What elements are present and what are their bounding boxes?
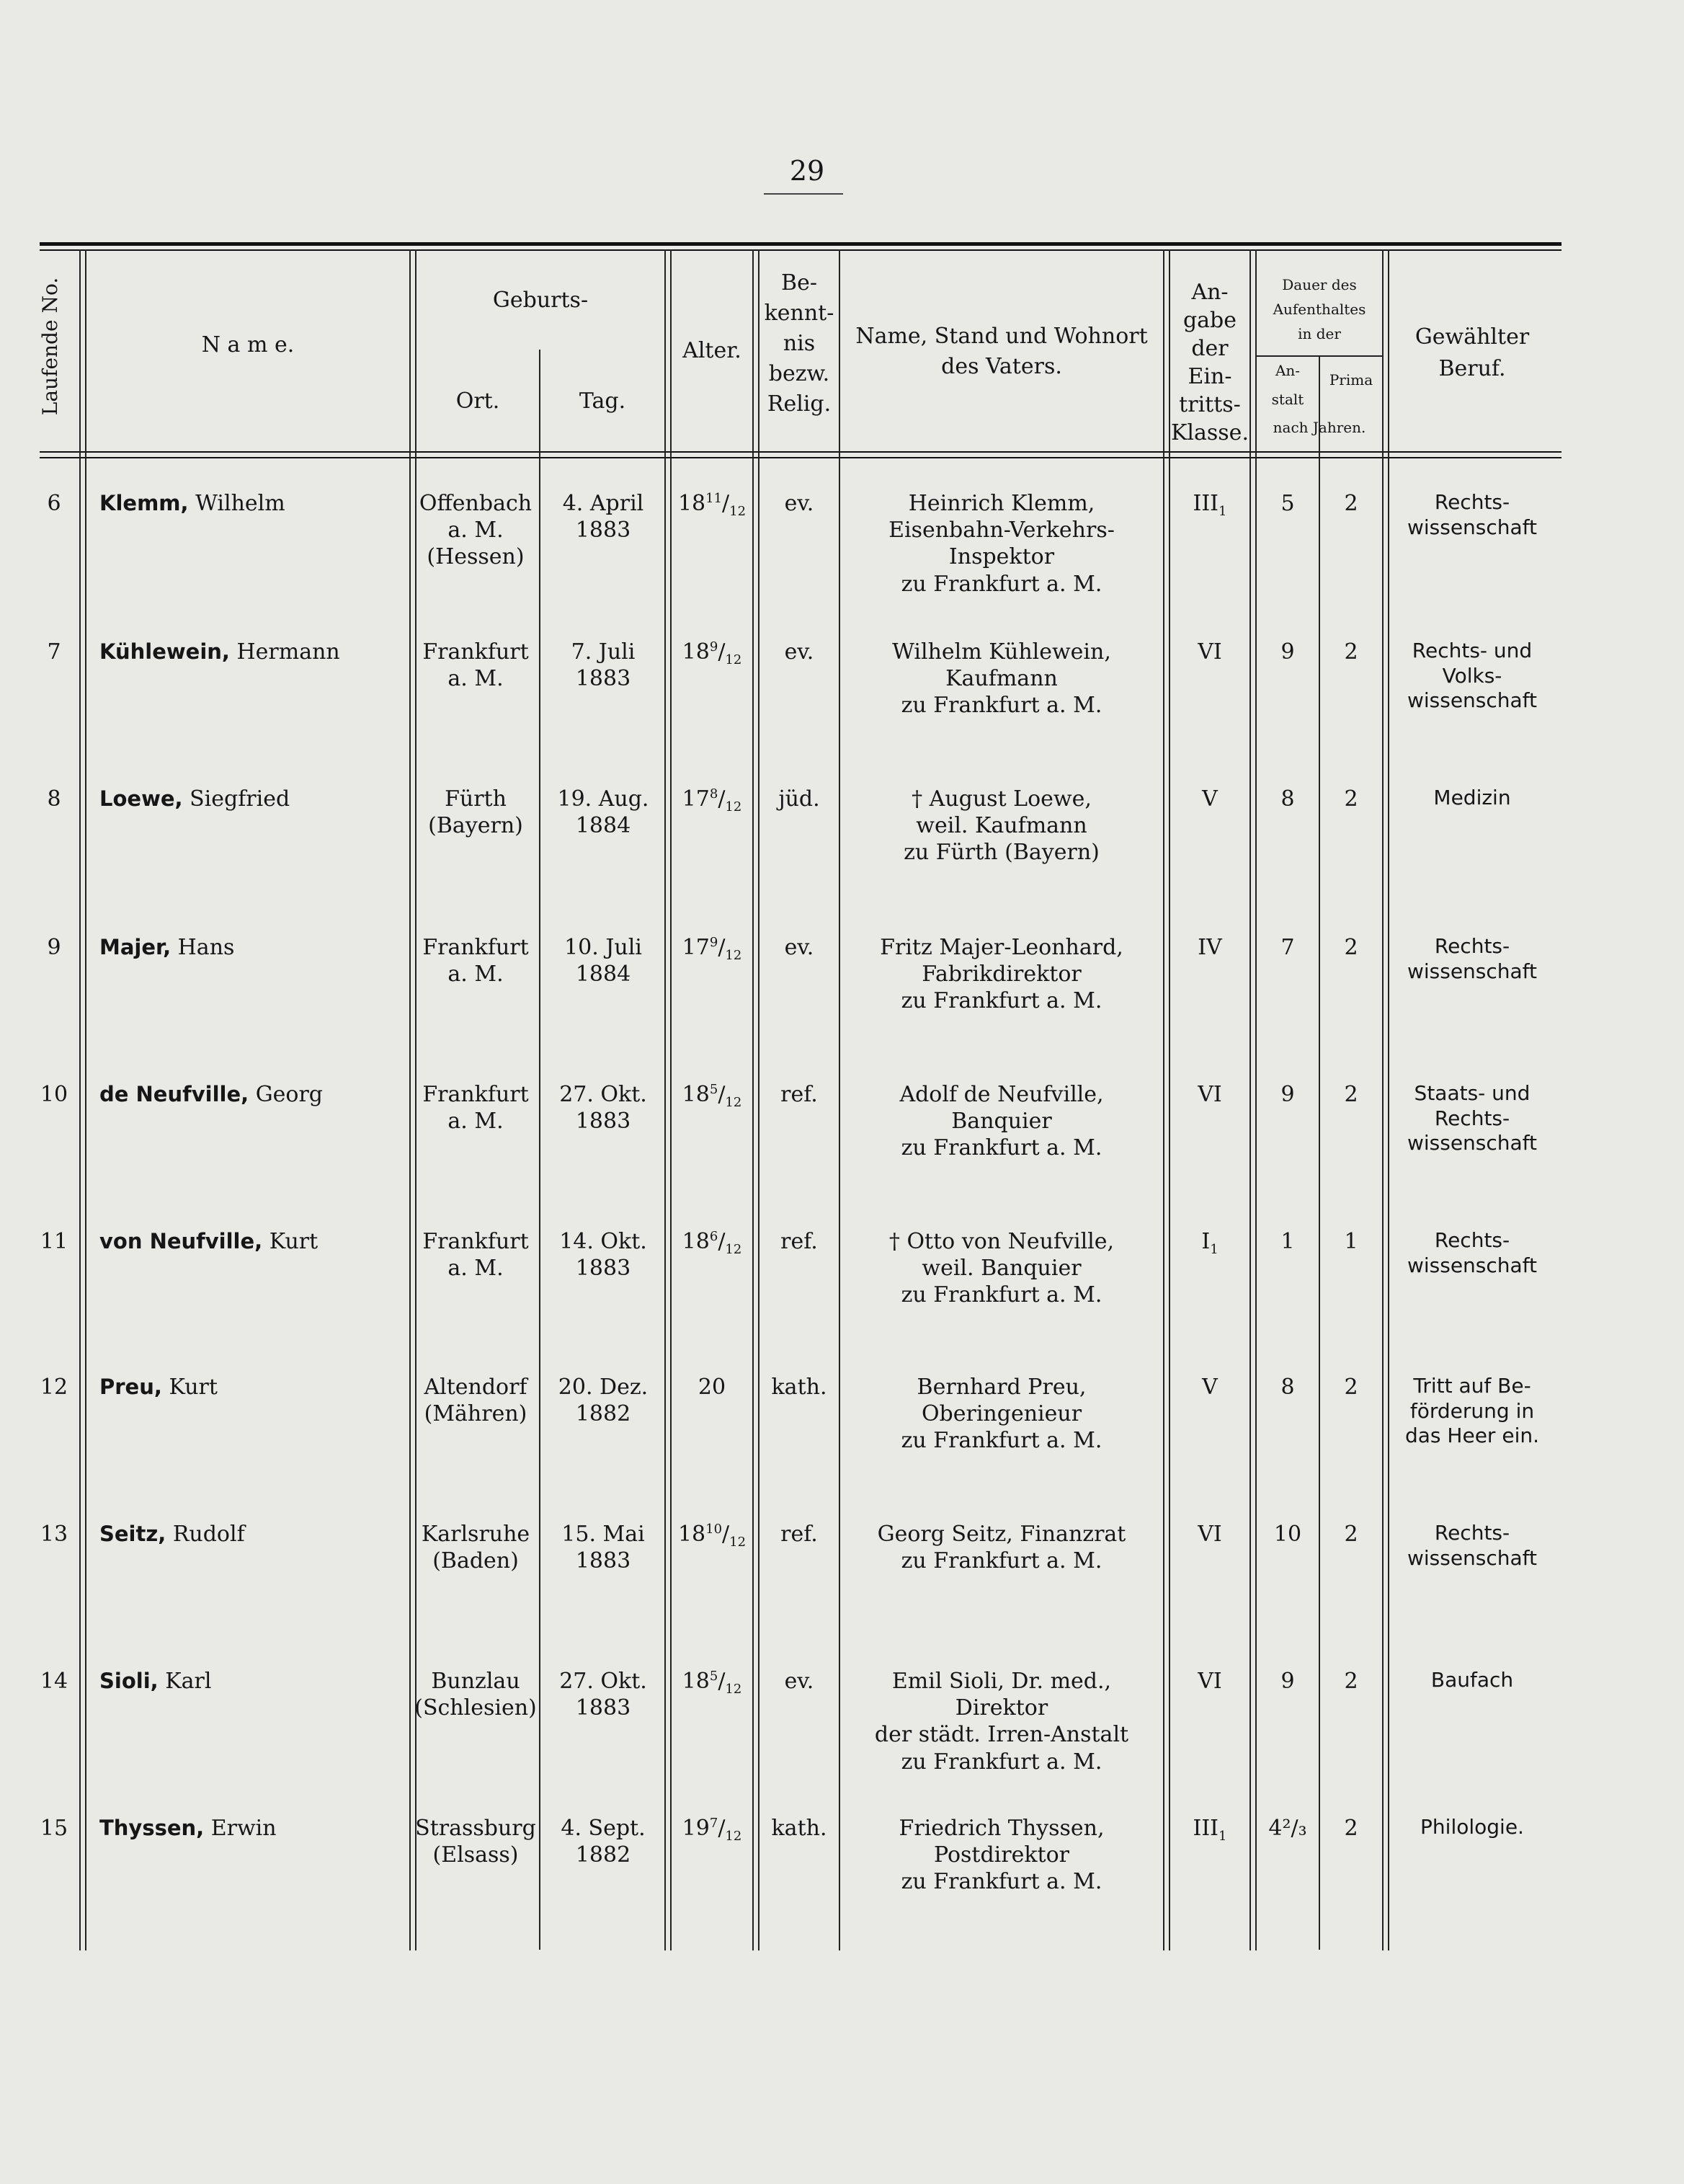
father-info: Emil Sioli, Dr. med., Direktor der städt. Irren-Anstalt zu Frankfurt a. M. — [874, 1669, 1129, 1775]
age-years: 18 — [677, 491, 706, 516]
entry-class — [1170, 490, 1249, 520]
chosen-profession: Medizin — [1433, 786, 1511, 809]
entry-class — [1170, 1521, 1249, 1548]
surname: Kühlewein, — [99, 639, 230, 664]
page-number: 29 — [789, 155, 825, 187]
age-months: 9 — [709, 935, 718, 950]
chosen-profession: Rechts- wissenschaft — [1407, 934, 1538, 983]
years-at-school: 8 — [1280, 1375, 1295, 1400]
entry-class-sub: 1 — [1219, 1829, 1227, 1844]
column-divider — [1319, 357, 1320, 1950]
years-at-school: 9 — [1280, 1669, 1295, 1694]
age-years: 20 — [698, 1375, 726, 1400]
top-rule-thin — [40, 249, 1562, 251]
age-years: 18 — [682, 1229, 710, 1254]
given-name: Siegfried — [190, 786, 290, 812]
birth-date: 15. Mai 1883 — [561, 1522, 645, 1574]
student-name — [99, 1521, 409, 1548]
age: $18^{10}/_{12}$ — [677, 1522, 747, 1550]
student-name — [99, 639, 409, 665]
page-number-rule — [764, 193, 843, 195]
age: $18^9/_{12}$ — [682, 639, 742, 667]
entry-class-value: VI — [1198, 1669, 1222, 1694]
birth-date: 4. April 1883 — [562, 491, 644, 543]
row-number: 15 — [40, 1816, 68, 1841]
religion: ev. — [784, 1669, 814, 1694]
years-in-prima: 2 — [1344, 1816, 1358, 1841]
years-at-school: 9 — [1280, 639, 1295, 665]
top-rule-thick — [40, 242, 1562, 246]
header-beruf: Gewählter Beruf. — [1415, 324, 1530, 381]
row-number: 9 — [47, 935, 61, 960]
student-name — [99, 490, 409, 517]
birth-place: Frankfurt a. M. — [422, 1082, 529, 1135]
age-years: 17 — [682, 935, 710, 960]
entry-class — [1170, 786, 1249, 812]
religion: ev. — [784, 935, 814, 960]
surname: Seitz, — [99, 1522, 166, 1546]
religion: ev. — [784, 639, 814, 665]
father-info: † August Loewe, weil. Kaufmann zu Fürth (Bayern) — [904, 786, 1100, 866]
years-in-prima: 2 — [1344, 1375, 1358, 1400]
entry-class-value: III — [1193, 1816, 1219, 1841]
row-number: 12 — [40, 1375, 68, 1400]
birth-place: Frankfurt a. M. — [422, 935, 529, 987]
header-ort: Ort. — [455, 389, 500, 414]
surname: von Neufville, — [99, 1229, 263, 1253]
row-number: 10 — [40, 1082, 68, 1107]
birth-place: Altendorf (Mähren) — [424, 1375, 527, 1427]
father-info: Georg Seitz, Finanzrat zu Frankfurt a. M. — [877, 1522, 1126, 1574]
given-name: Kurt — [269, 1229, 318, 1254]
birth-date: 27. Okt. 1883 — [559, 1669, 647, 1721]
chosen-profession: Philologie. — [1420, 1815, 1524, 1839]
header-religion: Be- kennt- nis bezw. Relig. — [764, 270, 834, 417]
header-geburts: Geburts- — [492, 288, 589, 313]
years-in-prima: 1 — [1344, 1229, 1358, 1254]
header-rule — [40, 451, 1562, 453]
religion: ref. — [780, 1522, 818, 1547]
chosen-profession: Tritt auf Be- förderung in das Heer ein. — [1405, 1374, 1539, 1448]
years-in-prima: 2 — [1344, 786, 1358, 812]
years-in-prima: 2 — [1344, 491, 1358, 516]
column-divider — [539, 350, 540, 1950]
age: $18^5/_{12}$ — [682, 1082, 742, 1110]
column-divider — [85, 249, 86, 1950]
entry-class-value: IV — [1198, 935, 1222, 960]
entry-class — [1170, 934, 1249, 961]
row-number: 7 — [47, 639, 61, 665]
father-info: Friedrich Thyssen, Postdirektor zu Frankfurt a. M. — [899, 1816, 1105, 1895]
years-at-school: 4²/₃ — [1268, 1816, 1307, 1841]
entry-class-value: VI — [1198, 1082, 1222, 1107]
years-at-school: 5 — [1280, 491, 1295, 516]
age-years: 18 — [682, 639, 710, 665]
age-denominator: 12 — [729, 1535, 747, 1550]
header-tag: Tag. — [579, 389, 626, 414]
age: $18^5/_{12}$ — [682, 1669, 742, 1697]
column-divider — [1163, 249, 1164, 1950]
father-info: Fritz Majer-Leonhard, Fabrikdirektor zu Frankfurt a. M. — [880, 935, 1123, 1014]
age-months: 9 — [709, 639, 718, 654]
student-name — [99, 1374, 409, 1400]
row-number: 11 — [40, 1229, 68, 1254]
age: $18^{11}/_{12}$ — [677, 491, 747, 519]
column-divider — [1249, 249, 1251, 1950]
student-name — [99, 1228, 409, 1255]
father-info: † Otto von Neufville, weil. Banquier zu Frankfurt a. M. — [888, 1229, 1115, 1308]
years-in-prima: 2 — [1344, 1082, 1358, 1107]
chosen-profession: Baufach — [1430, 1668, 1514, 1692]
years-at-school: 10 — [1273, 1522, 1302, 1547]
column-divider — [409, 249, 411, 1950]
entry-class-sub: 1 — [1210, 1242, 1219, 1257]
age-years: 19 — [682, 1816, 710, 1841]
header-anstalt: An- stalt — [1271, 362, 1304, 408]
chosen-profession: Rechts- und Volks- wissenschaft — [1407, 639, 1538, 713]
age-denominator: 12 — [725, 948, 742, 963]
religion: ref. — [780, 1082, 818, 1107]
given-name: Wilhelm — [195, 491, 285, 516]
header-nach-jahren: nach Jahren. — [1273, 419, 1366, 436]
surname: Loewe, — [99, 786, 183, 811]
age: $17^8/_{12}$ — [682, 786, 742, 814]
surname: Klemm, — [99, 491, 189, 515]
given-name: Rudolf — [172, 1522, 245, 1547]
header-prima: Prima — [1329, 371, 1373, 389]
entry-class — [1170, 1374, 1249, 1400]
given-name: Kurt — [169, 1375, 218, 1400]
student-name — [99, 934, 409, 961]
father-info: Bernhard Preu, Oberingenieur zu Frankfurt a. M. — [901, 1375, 1102, 1454]
header-name: N a m e. — [201, 332, 295, 358]
birth-place: Karlsruhe (Baden) — [421, 1522, 530, 1574]
surname: Thyssen, — [99, 1816, 205, 1840]
years-in-prima: 2 — [1344, 1669, 1358, 1694]
entry-class-value: V — [1202, 786, 1218, 812]
birth-date: 20. Dez. 1882 — [558, 1375, 649, 1427]
entry-class — [1170, 1668, 1249, 1695]
column-divider — [79, 249, 81, 1950]
student-name — [99, 1815, 409, 1842]
father-info: Heinrich Klemm, Eisenbahn-Verkehrs- Inspektor zu Frankfurt a. M. — [888, 491, 1115, 597]
entry-class-value: VI — [1198, 1522, 1222, 1547]
birth-date: 10. Juli 1884 — [564, 935, 642, 987]
religion: jüd. — [778, 786, 820, 812]
entry-class-sub: 1 — [1219, 504, 1227, 519]
birth-place: Offenbach a. M. (Hessen) — [419, 491, 533, 570]
given-name: Karl — [165, 1669, 212, 1694]
years-at-school: 8 — [1280, 786, 1295, 812]
age-months: 5 — [709, 1082, 718, 1097]
age-months: 6 — [709, 1229, 718, 1244]
birth-place: Fürth (Bayern) — [428, 786, 523, 839]
years-in-prima: 2 — [1344, 639, 1358, 665]
entry-class-value: I — [1201, 1229, 1211, 1254]
age-months: 5 — [709, 1669, 718, 1684]
header-klasse: An- gabe der Ein- tritts- Klasse. — [1171, 280, 1249, 445]
age-years: 17 — [682, 786, 710, 812]
birth-place: Bunzlau (Schlesien) — [414, 1669, 537, 1721]
header-vater: Name, Stand und Wohnort des Vaters. — [855, 324, 1148, 379]
birth-date: 7. Juli 1883 — [571, 639, 636, 692]
age-denominator: 12 — [725, 1829, 742, 1844]
surname: Sioli, — [99, 1669, 159, 1693]
surname: de Neufville, — [99, 1082, 249, 1106]
birth-date: 27. Okt. 1883 — [559, 1082, 647, 1135]
student-name — [99, 1081, 409, 1108]
surname: Majer, — [99, 935, 171, 959]
age: $17^9/_{12}$ — [682, 935, 742, 963]
father-info: Adolf de Neufville, Banquier zu Frankfurt a. M. — [899, 1082, 1104, 1161]
header-rule-double — [40, 457, 1562, 458]
entry-class — [1170, 1228, 1249, 1258]
birth-place: Frankfurt a. M. — [422, 639, 529, 692]
student-name — [99, 1668, 409, 1695]
years-in-prima: 2 — [1344, 1522, 1358, 1547]
age — [670, 1374, 754, 1400]
birth-date: 14. Okt. 1883 — [559, 1229, 647, 1282]
years-at-school: 1 — [1280, 1229, 1295, 1254]
given-name: Hermann — [236, 639, 340, 665]
religion: kath. — [771, 1375, 827, 1400]
birth-place: Frankfurt a. M. — [422, 1229, 529, 1282]
row-number: 13 — [40, 1522, 68, 1547]
years-in-prima: 2 — [1344, 935, 1358, 960]
chosen-profession: Staats- und Rechts- wissenschaft — [1407, 1081, 1538, 1155]
row-number: 14 — [40, 1669, 68, 1694]
given-name: Hans — [177, 935, 235, 960]
religion: ref. — [780, 1229, 818, 1254]
age-denominator: 12 — [725, 1682, 742, 1697]
entry-class — [1170, 1081, 1249, 1108]
entry-class-value: V — [1202, 1375, 1218, 1400]
age-denominator: 12 — [729, 504, 747, 519]
age-denominator: 12 — [725, 1095, 742, 1110]
birth-date: 4. Sept. 1882 — [561, 1816, 646, 1868]
age-months: 10 — [705, 1522, 723, 1537]
years-at-school: 9 — [1280, 1082, 1295, 1107]
age-years: 18 — [682, 1082, 710, 1107]
age: $18^6/_{12}$ — [682, 1229, 742, 1257]
age: $19^7/_{12}$ — [682, 1816, 742, 1844]
birth-date: 19. Aug. 1884 — [557, 786, 649, 839]
entry-class-value: VI — [1198, 639, 1222, 665]
religion: kath. — [771, 1816, 827, 1841]
age-years: 18 — [677, 1522, 706, 1547]
surname: Preu, — [99, 1375, 162, 1399]
student-name — [99, 786, 409, 812]
row-number: 6 — [47, 491, 61, 516]
entry-class — [1170, 1815, 1249, 1845]
age-months: 8 — [709, 786, 718, 802]
age-denominator: 12 — [725, 799, 742, 814]
age-denominator: 12 — [725, 652, 742, 667]
column-divider — [664, 249, 666, 1950]
age-denominator: 12 — [725, 1242, 742, 1257]
entry-class — [1170, 639, 1249, 665]
row-number: 8 — [47, 786, 61, 812]
column-divider — [1382, 249, 1384, 1950]
header-no: Laufende No. — [38, 277, 63, 415]
years-at-school: 7 — [1280, 935, 1295, 960]
chosen-profession: Rechts- wissenschaft — [1407, 1228, 1538, 1277]
entry-class-value: III — [1193, 491, 1219, 516]
birth-place: Strassburg (Elsass) — [415, 1816, 536, 1868]
age-months: 7 — [709, 1816, 718, 1831]
father-info: Wilhelm Kühlewein, Kaufmann zu Frankfurt a. M. — [892, 639, 1111, 719]
chosen-profession: Rechts- wissenschaft — [1407, 1521, 1538, 1570]
age-months: 11 — [705, 491, 723, 506]
chosen-profession: Rechts- wissenschaft — [1407, 490, 1538, 539]
given-name: Georg — [255, 1082, 324, 1107]
age-years: 18 — [682, 1669, 710, 1694]
header-alter: Alter. — [682, 338, 741, 363]
religion: ev. — [784, 491, 814, 516]
header-dauer: Dauer des Aufenthaltes in der — [1273, 276, 1366, 342]
given-name: Erwin — [210, 1816, 277, 1841]
